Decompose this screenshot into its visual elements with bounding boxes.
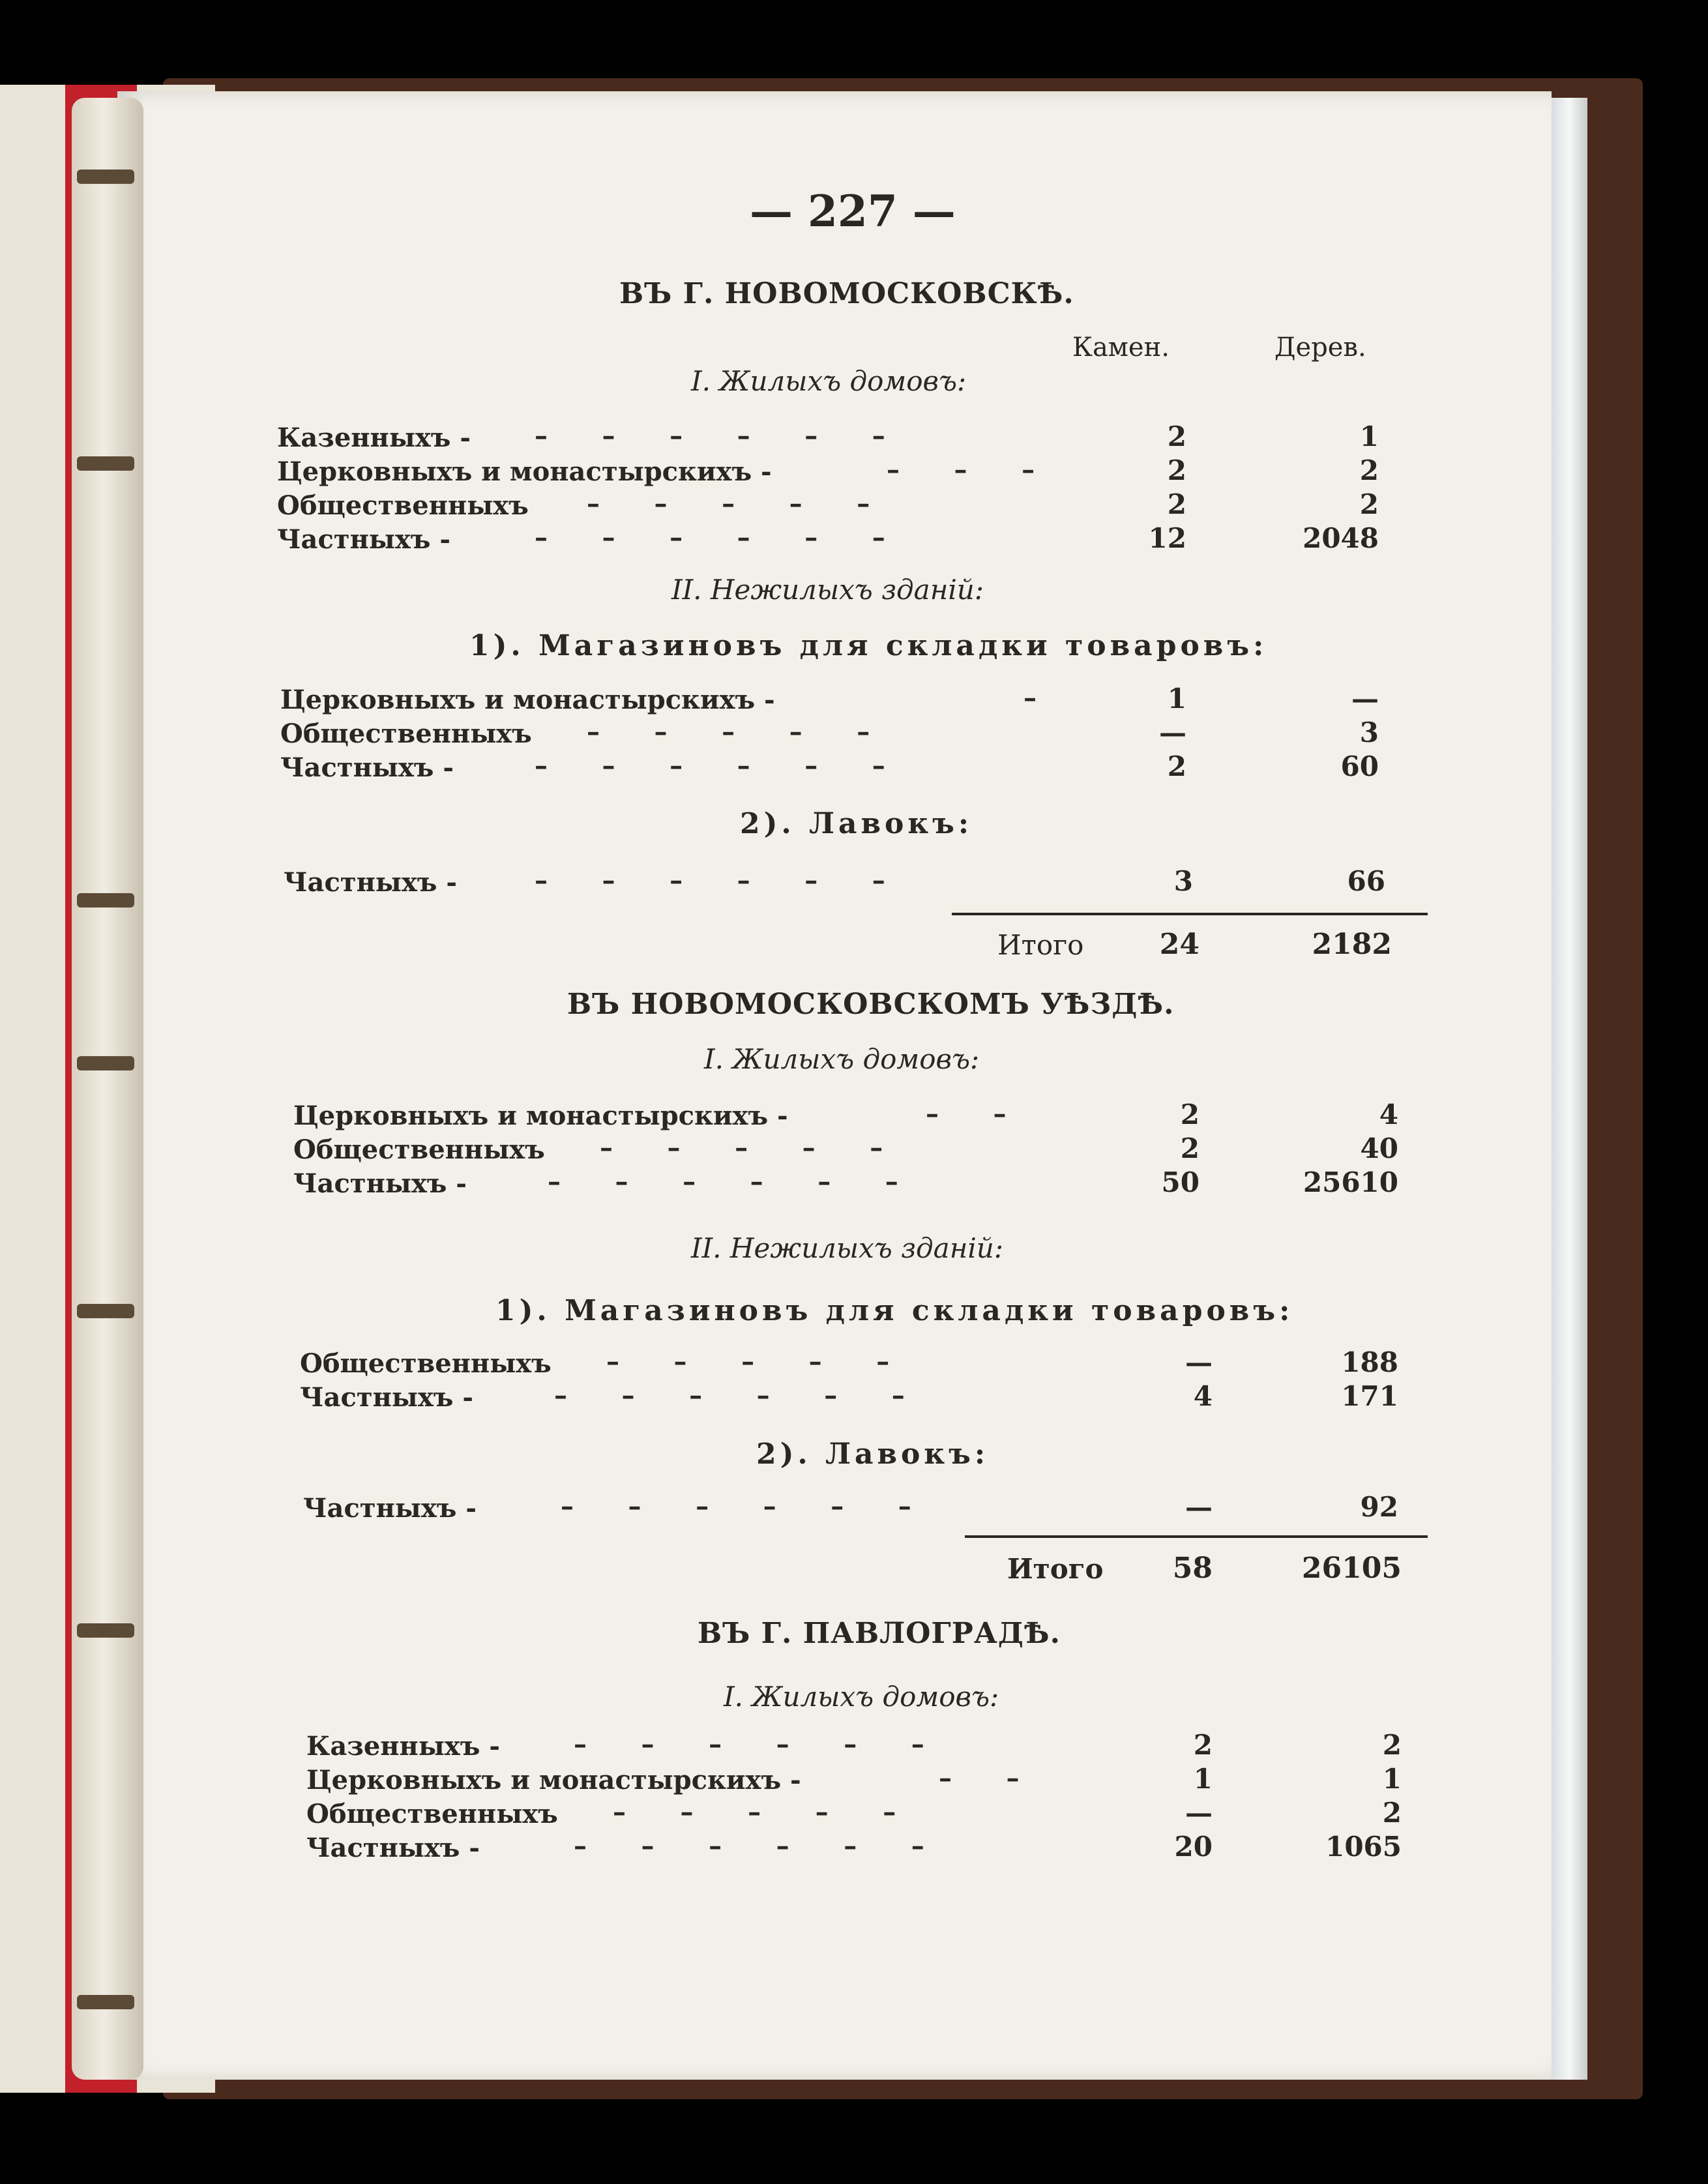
row-label: Частныхъ - — [284, 867, 458, 898]
row-label: Частныхъ - — [280, 752, 454, 783]
leader-dashes: – – – – – — [600, 1132, 883, 1163]
leader-dashes: – – – – – – — [574, 1729, 924, 1760]
cell-stone: 12 — [1148, 522, 1186, 554]
cell-stone: 2 — [1167, 750, 1186, 782]
row-label: Казенныхъ - — [306, 1731, 500, 1762]
cell-wood: 60 — [1340, 750, 1379, 782]
cell-stone: — — [1185, 1491, 1213, 1523]
section-title: ВЪ Г. ПАВЛОГРАДѢ. — [698, 1617, 1061, 1650]
row-label: Церковныхъ и монастырскихъ - — [293, 1100, 788, 1131]
nonresidential-heading: II. Нежилыхъ зданій: — [691, 1232, 1004, 1264]
total-wood: 2182 — [1312, 928, 1392, 961]
cell-wood: — — [1351, 683, 1379, 715]
residential-heading: I. Жилыхъ домовъ: — [704, 1043, 980, 1075]
leader-dashes: – – – – – – — [561, 1491, 911, 1522]
cell-wood: 40 — [1360, 1132, 1398, 1164]
leader-dashes: – – – – – – — [554, 1380, 905, 1411]
row-label: Частныхъ - — [277, 524, 451, 555]
column-header-wood: Дерев. — [1274, 332, 1366, 362]
cell-stone: — — [1185, 1346, 1213, 1378]
residential-heading: I. Жилыхъ домовъ: — [724, 1681, 999, 1713]
cell-wood: 3 — [1359, 716, 1379, 748]
cell-wood: 92 — [1360, 1491, 1398, 1523]
cell-wood: 2 — [1382, 1729, 1402, 1761]
stalls-heading: 2). Лавокъ: — [756, 1438, 990, 1471]
cell-stone: 3 — [1173, 865, 1193, 897]
stalls-heading: 2). Лавокъ: — [740, 807, 973, 840]
column-header-stone: Камен. — [1072, 332, 1170, 362]
cell-stone: 2 — [1193, 1729, 1213, 1761]
row-label: Частныхъ - — [306, 1833, 480, 1863]
cell-wood: 188 — [1341, 1346, 1398, 1378]
row-label: Церковныхъ и монастырскихъ - — [277, 456, 772, 487]
row-label: Частныхъ - — [293, 1168, 467, 1199]
cell-wood: 1065 — [1325, 1831, 1402, 1863]
row-label: Церковныхъ и монастырскихъ - — [280, 685, 775, 715]
leader-dashes: – – – – – – — [535, 865, 885, 896]
row-label: Общественныхъ — [277, 490, 529, 521]
shops-heading: 1). Магазиновъ для складки товаровъ: — [495, 1294, 1294, 1327]
row-label: Частныхъ - — [300, 1382, 474, 1413]
leader-dashes: – – – – – – — [548, 1166, 898, 1197]
cell-wood: 4 — [1379, 1099, 1398, 1130]
leader-dashes: – – – – – – — [535, 522, 885, 553]
page-number: — 227 — — [750, 186, 956, 237]
cell-stone: 50 — [1161, 1166, 1200, 1198]
cell-stone: 2 — [1180, 1132, 1200, 1164]
cell-wood: 2 — [1382, 1797, 1402, 1829]
leader-dashes: – – – – – — [613, 1797, 896, 1827]
leader-dashes: – – – – – — [587, 488, 870, 519]
cell-stone: 2 — [1167, 454, 1186, 486]
cell-wood: 2048 — [1303, 522, 1379, 554]
leader-dashes: – – – — [887, 454, 1035, 485]
leader-dashes: – – – – – – — [574, 1831, 924, 1861]
residential-heading: I. Жилыхъ домовъ: — [691, 365, 967, 397]
cell-stone: 2 — [1180, 1099, 1200, 1130]
cell-wood: 1 — [1382, 1763, 1402, 1795]
leader-dashes: – — [1023, 683, 1037, 713]
total-stone: 24 — [1159, 928, 1200, 961]
row-label: Общественныхъ — [300, 1348, 552, 1379]
row-label: Казенныхъ - — [277, 422, 471, 453]
cell-wood: 1 — [1359, 421, 1379, 452]
total-stone: 58 — [1172, 1552, 1213, 1585]
leader-dashes: – – – – – – — [535, 421, 885, 451]
cell-stone: 2 — [1167, 421, 1186, 452]
shops-heading: 1). Магазиновъ для складки товаровъ: — [469, 629, 1268, 662]
cell-stone: — — [1185, 1797, 1213, 1829]
cell-wood: 2 — [1359, 454, 1379, 486]
leader-dashes: – – – – – — [587, 716, 870, 747]
row-label: Церковныхъ и монастырскихъ - — [306, 1765, 801, 1795]
leader-dashes: – – – – – — [606, 1346, 890, 1377]
cell-stone: 2 — [1167, 488, 1186, 520]
leader-dashes: – – — [926, 1099, 1007, 1129]
cell-stone: 20 — [1174, 1831, 1213, 1863]
row-label: Общественныхъ — [293, 1134, 545, 1165]
total-label: Итого — [997, 929, 1084, 961]
section-title: ВЪ НОВОМОСКОВСКОМЪ УѢЗДѢ. — [567, 988, 1175, 1021]
row-label: Общественныхъ — [306, 1799, 558, 1829]
cell-stone: 1 — [1167, 683, 1186, 715]
total-rule — [965, 1535, 1428, 1538]
cell-wood: 66 — [1347, 865, 1385, 897]
total-wood: 26105 — [1301, 1552, 1402, 1585]
cell-stone: 1 — [1193, 1763, 1213, 1795]
leader-dashes: – – — [939, 1763, 1020, 1793]
total-label: Итого — [1007, 1553, 1104, 1585]
total-rule — [952, 913, 1428, 915]
cell-stone: 4 — [1193, 1380, 1213, 1412]
section-title: ВЪ Г. НОВОМОСКОВСКѢ. — [619, 277, 1074, 310]
leader-dashes: – – – – – – — [535, 750, 885, 781]
cell-wood: 171 — [1341, 1380, 1398, 1412]
row-label: Частныхъ - — [303, 1493, 477, 1524]
cell-stone: — — [1159, 716, 1186, 748]
nonresidential-heading: II. Нежилыхъ зданій: — [671, 574, 984, 606]
row-label: Общественныхъ — [280, 718, 532, 749]
cell-wood: 2 — [1359, 488, 1379, 520]
cell-wood: 25610 — [1303, 1166, 1398, 1198]
